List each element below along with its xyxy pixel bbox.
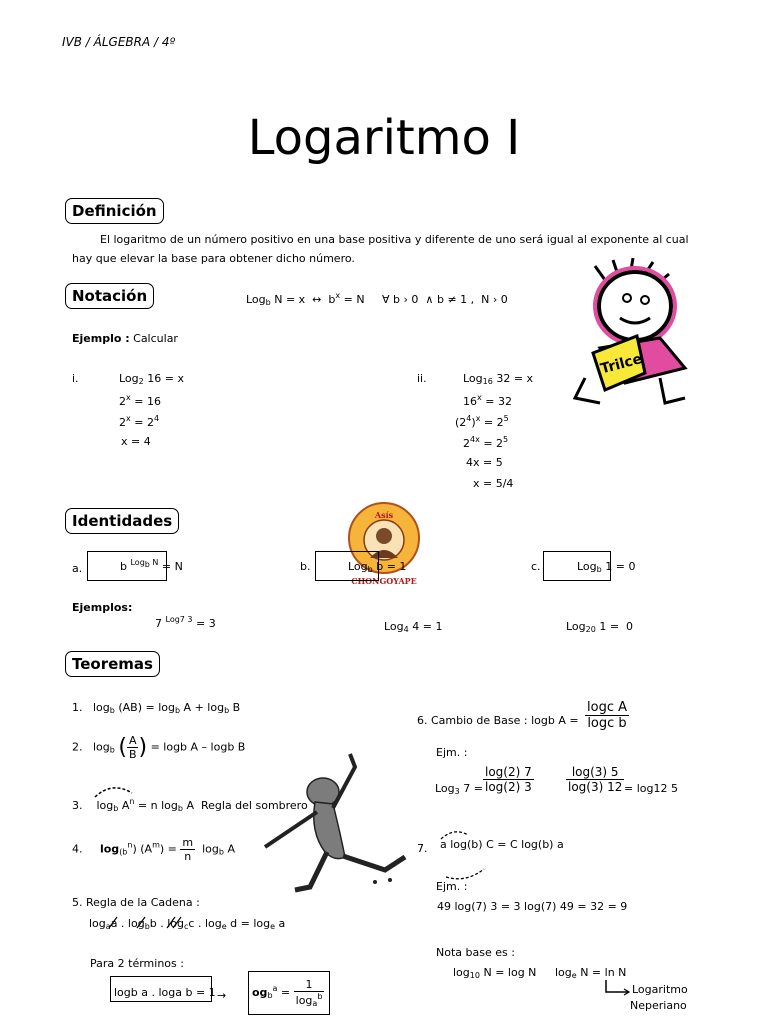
nota-ln: $\log_e N = \ln N$	[555, 966, 627, 980]
t6-den: logc b	[587, 716, 627, 731]
hat-arrow-icon	[92, 783, 137, 799]
theorem-5-chain: $\log_aa$ . $\log_bb$ . $\log_cc$ . $\log_e d = \log_e a$	[89, 917, 286, 931]
example-i-step2: $2^x = 16$	[119, 393, 161, 408]
ejm2-label: Ejm. :	[436, 880, 468, 893]
definition-line2: que elevar la base para obtener dicho número.	[95, 252, 355, 265]
section-definicion: Definición	[65, 198, 164, 224]
two-terms-label: Para 2 términos :	[90, 957, 184, 970]
theorem-7-formula: a log(b) C = C log(b) a	[440, 838, 564, 851]
mascot-label: Trilce	[598, 351, 644, 378]
logaritmo-label: Logaritmo	[632, 983, 688, 996]
example-ii-step5: 4x = 5	[466, 456, 503, 469]
example-ii-step6: x = 5/4	[473, 477, 514, 490]
identity-examples-label: Ejemplos:	[72, 601, 133, 614]
section-notacion: Notación	[65, 283, 154, 309]
identity-example-2: Log$_4$ 4 = 1	[384, 620, 443, 634]
ejm-f2-num: log(3) 5	[566, 765, 624, 780]
svg-text:Asís: Asís	[374, 510, 394, 520]
ejm-f2-den: log(3) 12	[568, 780, 623, 794]
ejm2-formula: 49 log(7) 3 = 3 log(7) 49 = 32 = 9	[437, 900, 628, 913]
definition-line1: El logaritmo de un número positivo en una base positiva y diferente de uno será igual al exponente al cual hay	[72, 233, 689, 265]
identity-a-formula: b $^{Log_b N}$ = N	[120, 558, 183, 573]
ejm-rhs: = log12 5	[624, 782, 678, 795]
ejm-fraction-2	[566, 765, 624, 794]
reciprocal-formula: $og_b^a$ = $\frac{1}{\log_a^b}$	[252, 978, 323, 1008]
cancel-marks	[89, 914, 209, 930]
theorem-3: 3. $\log_b A^n = n$ $\log_b A$ Regla del sombrero	[72, 797, 308, 813]
section-identidades: Identidades	[65, 508, 179, 534]
theorem-2-marker: 2.	[72, 740, 83, 754]
ejm-label: Ejm. :	[436, 746, 468, 759]
identity-example-3: Log$_{20}$ 1 = 0	[566, 620, 634, 634]
t6-num: logc A	[587, 700, 627, 715]
neperiano-label: Neperiano	[630, 999, 687, 1012]
example-heading	[72, 332, 178, 345]
example-label: Ejemplo :	[72, 332, 130, 345]
identity-b-marker: b.	[300, 560, 311, 573]
identity-c-marker: c.	[531, 560, 541, 573]
example-i-step4: x = 4	[121, 435, 151, 448]
example-text: Calcular	[133, 332, 178, 345]
example-i-step1: Log$_2$ 16 = x	[119, 372, 184, 386]
bracket-arrow-icon	[604, 980, 632, 996]
theorem-4: 4. $\log_{(b}^n$) $(A^m)$ = $\frac{m}{n}$ $\log_b A$	[72, 836, 235, 863]
implies-arrow: →	[217, 989, 227, 1002]
theorem-1: 1. $\log_b (AB) = \log_b A + \log_b B$	[72, 701, 241, 715]
example-i-step3: $2^x = 2^4$	[119, 414, 160, 429]
ejm-f1-den: log(2) 3	[485, 780, 532, 794]
identity-c-formula: Log$_b$ 1 = 0	[577, 560, 636, 574]
example-ii-step4: $2^{4x} = 2^5$	[463, 435, 509, 450]
nota-label: Nota base es :	[436, 946, 515, 959]
ejm-lhs: Log$_3$ 7 =	[435, 782, 483, 796]
theorem-4-marker: 4.	[72, 842, 83, 856]
example-ii-marker: ii.	[417, 372, 427, 385]
dancing-figure-illustration	[255, 752, 420, 897]
identity-a-marker: a.	[72, 562, 83, 575]
nota-log10: $\log_{10} N = \log N$	[453, 966, 537, 980]
course-header: IVB / ÁLGEBRA / 4º	[62, 35, 176, 49]
trilce-mascot-illustration	[565, 258, 700, 413]
example-i-marker: i.	[72, 372, 79, 385]
ejm-f1-num: log(2) 7	[485, 765, 532, 779]
seal-bottom-text: CHONGOYAPE	[351, 576, 417, 586]
theorem-7-marker: 7.	[417, 842, 428, 855]
example-ii-step2: $16^x = 32$	[463, 393, 512, 408]
theorem-2: 2. $\log_b$ ( $\frac{A}{B}$ ) = logb A – logb B	[72, 734, 246, 761]
notation-formula: Log$_b$ N = x ↔ $b^x = N$ ∀ b › 0 ∧ b ≠ 1 , N › 0	[246, 291, 508, 307]
theorem-6-text: 6. Cambio de Base : logb A =	[417, 714, 579, 727]
identity-example-1: 7 $^{Log7 3}$ = 3	[155, 615, 216, 630]
theorem-6-fraction	[585, 700, 629, 731]
swap-arrows-icon	[436, 825, 496, 885]
section-teoremas: Teoremas	[65, 651, 160, 677]
theorem-2-right: = logb A – logb B	[150, 740, 246, 754]
identity-b-formula: Log$_b$ b = 1	[348, 560, 407, 574]
two-terms-formula: logb a . loga b = 1	[114, 986, 216, 999]
page-title: Logaritmo I	[247, 110, 521, 166]
example-ii-step1: Log$_{16}$ 32 = x	[463, 372, 534, 386]
theorem-5: 5. Regla de la Cadena :	[72, 896, 200, 909]
example-ii-step3: $(2^4)^x = 2^5$	[455, 414, 509, 429]
ejm-fraction-1	[483, 765, 534, 794]
